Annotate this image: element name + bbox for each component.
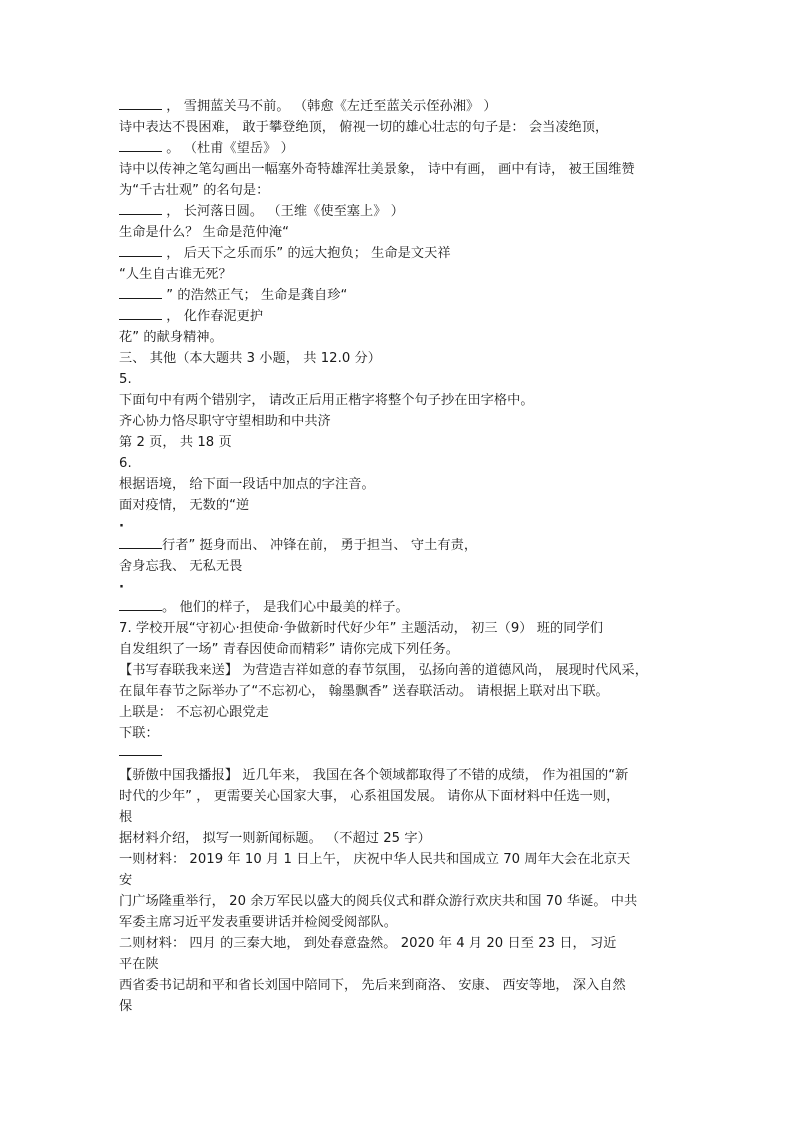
answer-blank[interactable] (119, 755, 162, 756)
text-line: 自发组织了一场” 青春因使命而精彩” 请你完成下列任务。 (119, 642, 459, 657)
fill-blank[interactable] (119, 202, 162, 215)
text-line: 在鼠年春节之际举办了“不忘初心， 翰墨飘香” 送春联活动。 请根据上联对出下联。 (119, 684, 609, 699)
emphasis-dot: · (119, 519, 125, 534)
text-line: ， 雪拥蓝关马不前。 （韩愈《左迁至蓝关示侄孙湘》 ） (119, 96, 497, 117)
fill-blank[interactable] (119, 139, 162, 152)
text-line: 诗中以传神之笔勾画出一幅塞外奇特雄浑壮美景象， 诗中有画， 画中有诗， 被王国维赞 (119, 162, 635, 177)
text-line: 生命是什么？ 生命是范仲淹“ (119, 225, 289, 240)
fill-blank[interactable] (119, 536, 162, 549)
text-line: 根 (119, 810, 133, 825)
page-number: 第 2 页， 共 18 页 (119, 435, 232, 450)
fill-blank[interactable] (119, 244, 162, 257)
text-line: 【骄傲中国我播报】 近几年来， 我国在各个领域都取得了不错的成绩， 作为祖国的“新 (119, 768, 629, 783)
fill-blank[interactable] (119, 598, 162, 611)
text-line: 二则材料： 四月 的三秦大地， 到处春意盎然。 2020 年 4 月 20 日至 23 日， 习近 (119, 936, 617, 951)
text-line: 花” 的献身精神。 (119, 330, 223, 345)
text-line: ， 长河落日圆。 （王维《使至塞上》 ） (119, 201, 404, 222)
text-line: 舍身忘我、 无私无畏 (119, 559, 243, 574)
text-line: 门广场隆重举行， 20 余万军民以盛大的阅兵仪式和群众游行欢庆共和国 70 华诞。 中共 (119, 894, 638, 909)
text-line: ， 化作春泥更护 (119, 306, 263, 327)
text-line: 安 (119, 873, 133, 888)
section-heading: 三、 其他（本大题共 3 小题， 共 12.0 分） (119, 351, 382, 366)
text-line: 上联是： 不忘初心跟党走 (119, 705, 269, 720)
text-line: ” 的浩然正气； 生命是龚自珍“ (119, 285, 347, 306)
text-line: 面对疫情， 无数的“逆 (119, 498, 250, 513)
fill-blank[interactable] (119, 286, 162, 299)
question-number: 7. 学校开展“守初心·担使命·争做新时代好少年” 主题活动， 初三（9） 班的同学们 (119, 621, 603, 636)
text-line: 据材料介绍， 拟写一则新闻标题。 （不超过 25 字） (119, 831, 431, 846)
text-line: 齐心协力恪尽职守守望相助和中共济 (119, 414, 331, 429)
text-line: ， 后天下之乐而乐” 的远大抱负； 生命是文天祥 (119, 243, 451, 264)
emphasis-dot: · (119, 580, 125, 595)
fill-blank[interactable] (119, 97, 162, 110)
question-number: 6. (119, 456, 132, 471)
text-line: 军委主席习近平发表重要讲话并检阅受阅部队。 (119, 915, 397, 930)
fill-blank[interactable] (119, 307, 162, 320)
text-line: 。 （杜甫《望岳》 ） (119, 138, 294, 159)
text-line: 下联： (119, 726, 159, 741)
question-number: 5. (119, 372, 132, 387)
text-line: “人生自古谁无死？ (119, 267, 232, 282)
text-line: 行者” 挺身而出、 冲锋在前， 勇于担当、 守土有责， (119, 535, 477, 556)
text-line: 。 他们的样子， 是我们心中最美的样子。 (119, 597, 409, 618)
text-line: 根据语境， 给下面一段话中加点的字注音。 (119, 477, 375, 492)
text-line: 一则材料： 2019 年 10 月 1 日上午， 庆祝中华人民共和国成立 70 周年大会在北京天 (119, 852, 631, 867)
text-line: 平在陕 (119, 957, 159, 972)
text-line: 诗中表达不畏困难， 敢于攀登绝顶， 俯视一切的雄心壮志的句子是： 会当凌绝顶， (119, 120, 609, 135)
text-line: 下面句中有两个错别字， 请改正后用正楷字将整个句子抄在田字格中。 (119, 393, 534, 408)
text-line: 西省委书记胡和平和省长刘国中陪同下， 先后来到商洛、 安康、 西安等地， 深入自然 (119, 978, 626, 993)
text-line: 保 (119, 999, 133, 1014)
text-line: 为“千古壮观” 的名句是： (119, 183, 270, 198)
text-line: 时代的少年” ， 更需要关心国家大事， 心系祖国发展。 请你从下面材料中任选一则， (119, 789, 620, 804)
text-line: 【书写春联我来送】 为营造吉祥如意的春节氛围， 弘扬向善的道德风尚， 展现时代风采， (119, 663, 648, 678)
